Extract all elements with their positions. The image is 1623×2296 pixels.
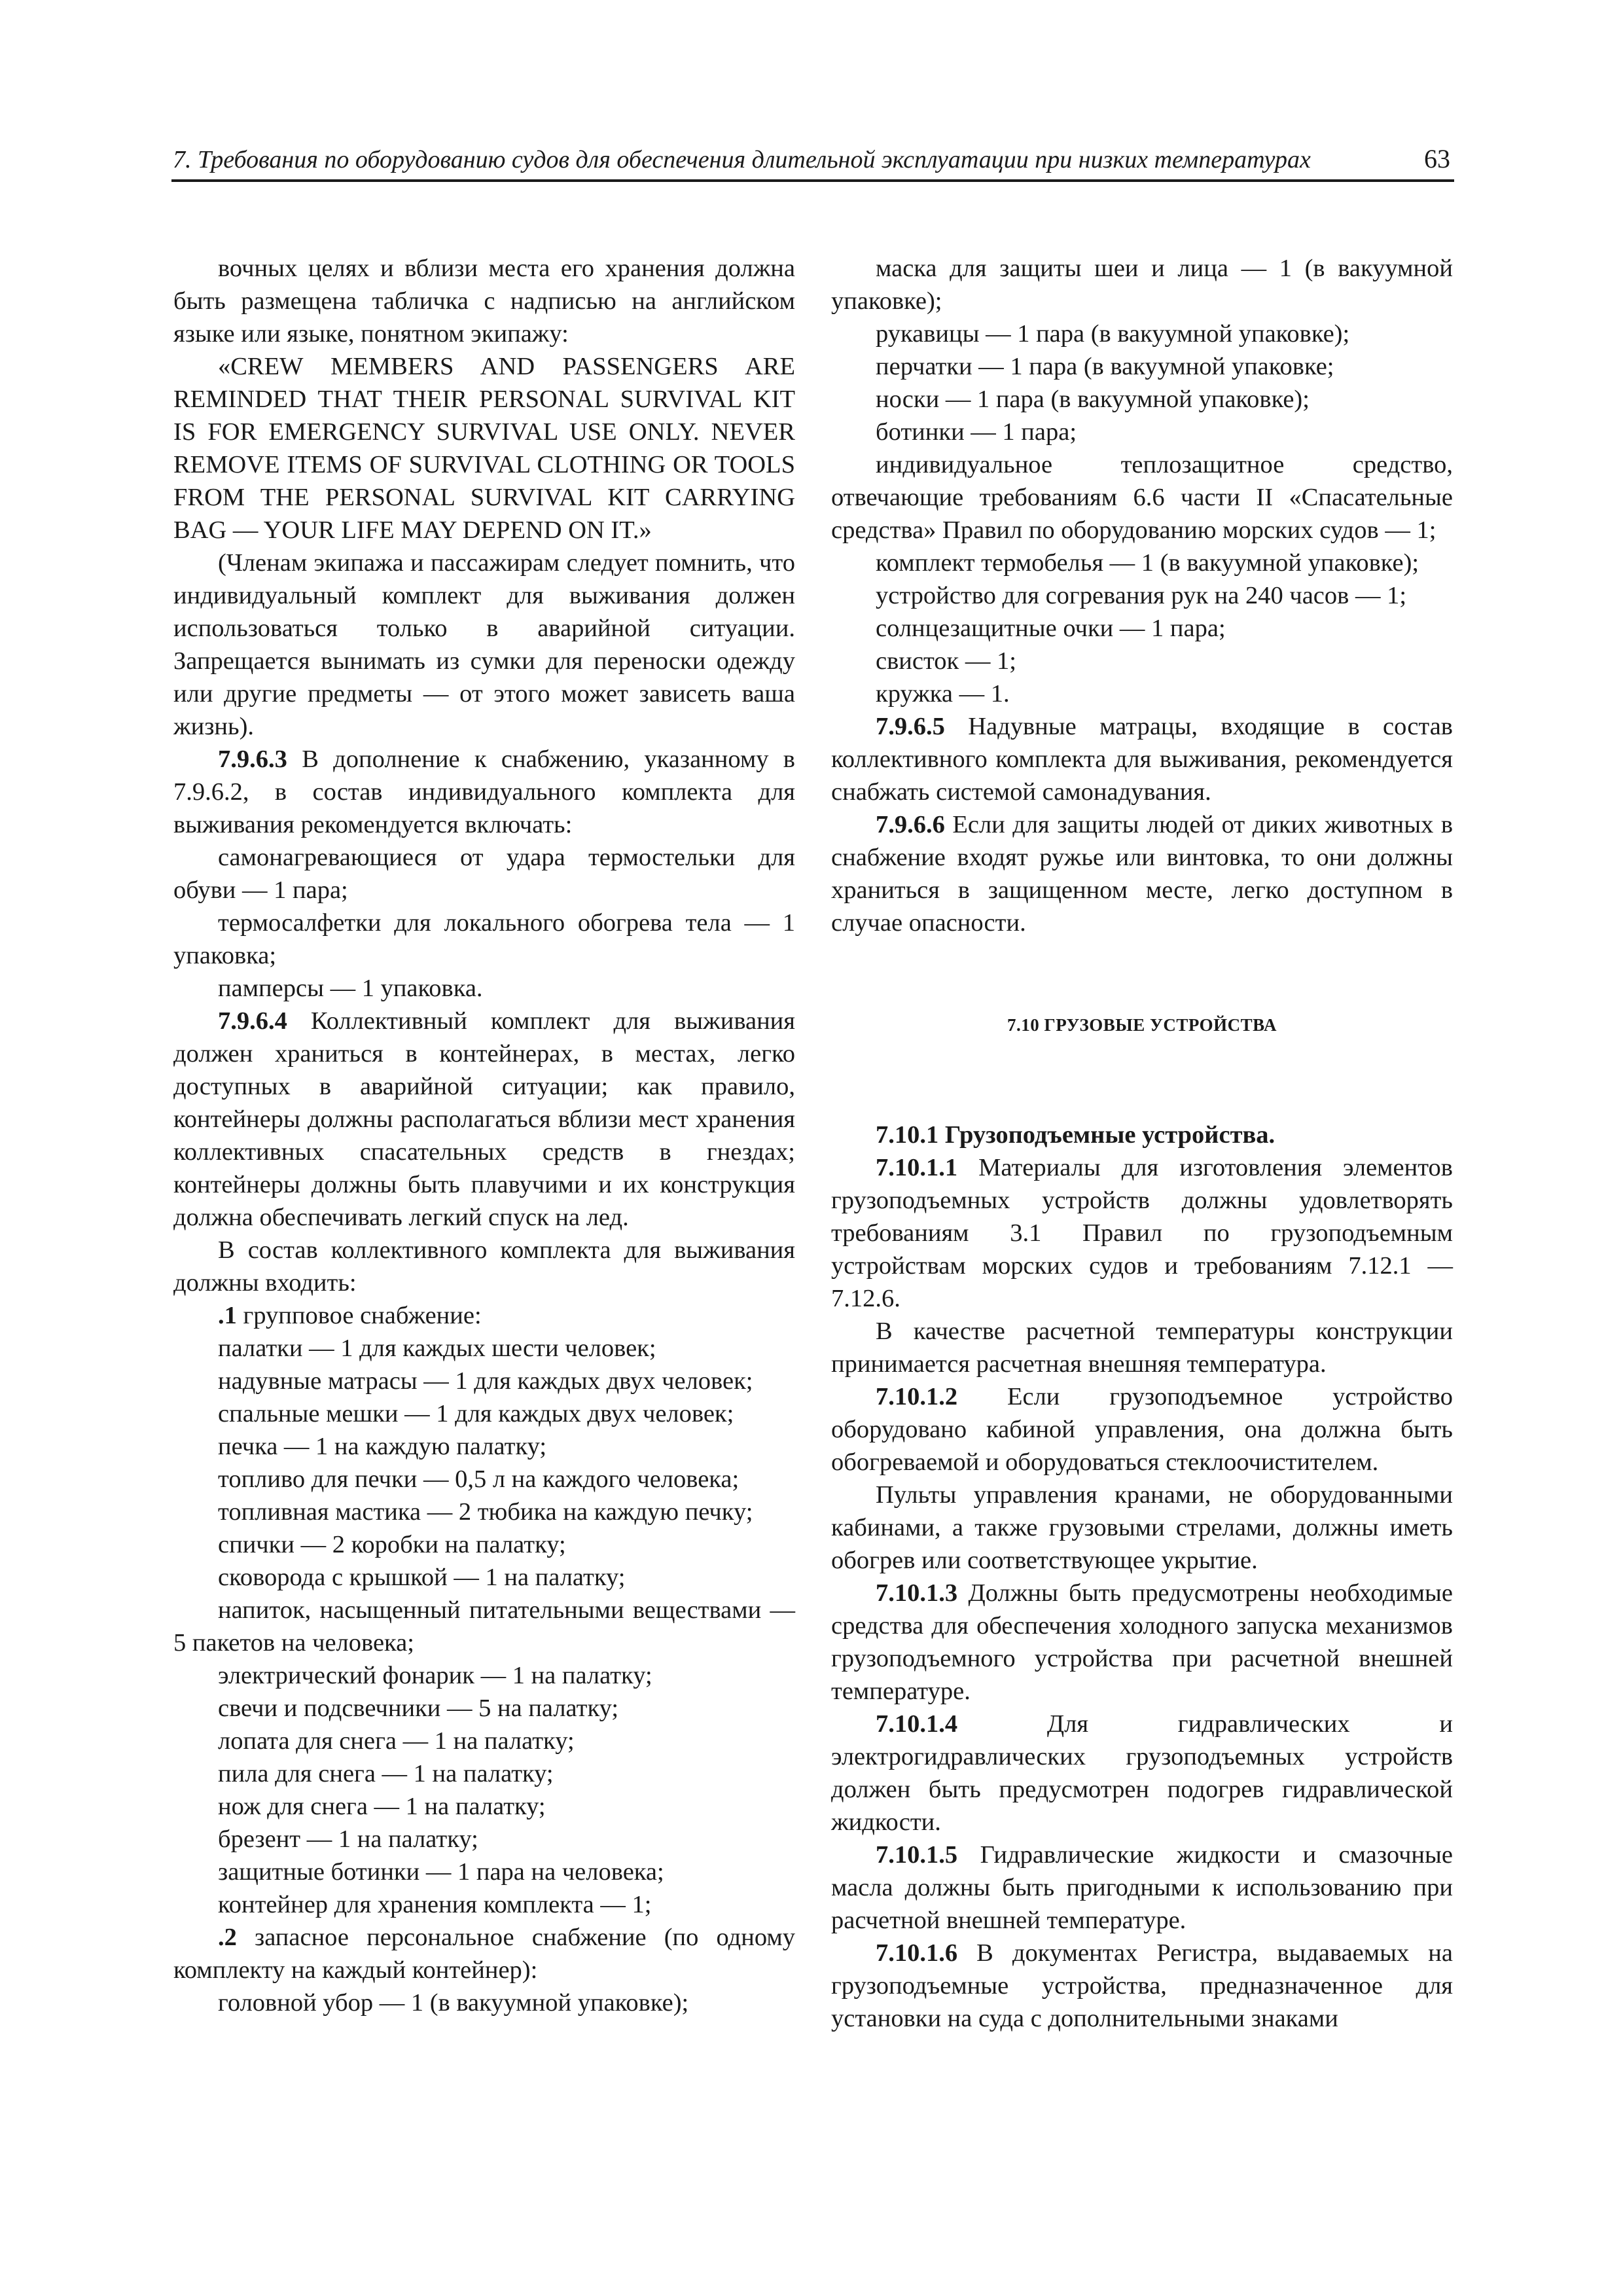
list-item: палатки — 1 для каждых шести человек; — [218, 1335, 656, 1362]
right-column — [831, 252, 1453, 2035]
list-item: топливная мастика — 2 тюбика на каждую печку; — [218, 1498, 753, 1526]
clause-text: В документах Регистра, выдаваемых на грузоподъемные устройства, предназначенное для установки на суда с дополнительными знаками — [831, 1939, 1453, 2032]
clause-number: 7.9.6.3 — [218, 745, 287, 773]
list-item: ботинки — 1 пара; — [876, 418, 1077, 446]
group-heading-2 — [173, 1921, 795, 1986]
clause-number: 7.10.1.2 — [876, 1383, 958, 1410]
clause-number: 7.10.1.5 — [876, 1841, 958, 1869]
list-item: устройство для согревания рук на 240 часов — 1; — [876, 582, 1407, 609]
list-item: индивидуальное теплозащитное средство, отвечающие требованиям 6.6 части II «Спасательные средства» Правил по оборудованию морских судов — 1; — [831, 451, 1453, 544]
list-item: свисток — 1; — [876, 647, 1016, 675]
list-item: носки — 1 пара (в вакуумной упаковке); — [876, 386, 1310, 413]
list-item: топливо для печки — 0,5 л на каждого человека; — [218, 1465, 740, 1493]
clause-text: Гидравлические жидкости и смазочные масла должны быть пригодными к использованию при расчетной внешней температуре. — [831, 1841, 1453, 1934]
clause-number: 7.9.6.6 — [876, 811, 945, 838]
item-number: .2 — [218, 1924, 237, 1951]
list-item: спички — 2 коробки на палатку; — [218, 1531, 566, 1558]
paragraph: В состав коллективного комплекта для выживания должны входить: — [173, 1236, 795, 1297]
header-title: 7. Требования по оборудованию судов для обеспечения длительной эксплуатации при низких температурах — [173, 146, 1311, 173]
clause-text: Если для защиты людей от диких животных в снабжение входят ружье или винтовка, то они должны храниться в защищенном месте, легко доступном в случае опасности. — [831, 811, 1453, 937]
clause-number: 7.9.6.4 — [218, 1007, 287, 1035]
clause-text: Для гидравлических и электрогидравлических грузоподъемных устройств должен быть предусмотрен подогрев гидравлической жидкости. — [831, 1710, 1453, 1836]
clause-number: 7.10.1.1 — [876, 1154, 958, 1181]
list-item: пила для снега — 1 на палатку; — [218, 1760, 554, 1787]
clause-7-9-6-6 — [831, 808, 1453, 939]
list-item: головной убор — 1 (в вакуумной упаковке); — [218, 1989, 689, 2017]
clause-text: Коллективный комплект для выживания должен храниться в контейнерах, в местах, легко доступных в аварийной ситуации; как правило, контейнеры должны располагаться вблизи мест хранения коллективных спасательных средств в гнездах; контейнеры должны быть плавучими и их конструкция должна обеспечивать легкий спуск на лед. — [173, 1007, 795, 1231]
running-header — [171, 143, 1454, 182]
list-item: спальные мешки — 1 для каждых двух человек; — [218, 1400, 734, 1427]
clause-number: 7.10.1.4 — [876, 1710, 958, 1738]
subsection-title: 7.10.1 Грузоподъемные устройства. — [876, 1121, 1275, 1149]
item-text: запасное персональное снабжение (по одному комплекту на каждый контейнер): — [173, 1924, 795, 1984]
clause-text: В дополнение к снабжению, указанному в 7.9.6.2, в состав индивидуального комплекта для выживания рекомендуется включать: — [173, 745, 795, 838]
list-item: комплект термобелья — 1 (в вакуумной упаковке); — [876, 549, 1419, 577]
clause-text: Должны быть предусмотрены необходимые средства для обеспечения холодного запуска механизмов грузоподъемного устройства при расчетной внешней температуре. — [831, 1579, 1453, 1705]
clause-text: Надувные матрацы, входящие в состав коллективного комплекта для выживания, рекомендуется снабжать системой самонадувания. — [831, 713, 1453, 806]
list-item: защитные ботинки — 1 пара на человека; — [218, 1858, 664, 1886]
english-notice: «CREW MEMBERS AND PASSENGERS ARE REMINDED THAT THEIR PERSONAL SURVIVAL KIT IS FOR EMERGENCY SURVIVAL USE ONLY. NEVER REMOVE ITEMS OF SURVIVAL CLOTHING OR TOOLS FROM THE PERSONAL SURVIVAL KIT CARRYING BAG — YOUR LIFE MAY DEPEND ON IT.» — [173, 353, 795, 544]
list-item: контейнер для хранения комплекта — 1; — [218, 1891, 652, 1918]
clause-number: 7.9.6.5 — [876, 713, 945, 740]
paragraph: В качестве расчетной температуры конструкции принимается расчетная внешняя температура. — [831, 1318, 1453, 1378]
list-item: свечи и подсвечники — 5 на палатку; — [218, 1695, 619, 1722]
clause-text: Если грузоподъемное устройство оборудовано кабиной управления, она должна быть обогреваемой и оборудоваться стеклоочистителем. — [831, 1383, 1453, 1476]
list-item: сковорода с крышкой — 1 на палатку; — [218, 1564, 626, 1591]
left-column — [173, 252, 795, 2019]
paragraph: (Членам экипажа и пассажирам следует помнить, что индивидуальный комплект для выживания должен использоваться только в аварийной ситуации. Запрещается вынимать из сумки для переноски одежду или другие предметы — от этого может зависеть ваша жизнь). — [173, 549, 795, 740]
item-text: групповое снабжение: — [236, 1302, 482, 1329]
page-number: 63 — [1424, 144, 1450, 173]
list-item: лопата для снега — 1 на палатку; — [218, 1727, 575, 1755]
clause-7-10-1-1 — [831, 1151, 1453, 1315]
item-number: .1 — [218, 1302, 237, 1329]
list-item: напиток, насыщенный питательными веществами — 5 пакетов на человека; — [173, 1596, 795, 1657]
list-item: маска для защиты шеи и лица — 1 (в вакуумной упаковке); — [831, 255, 1453, 315]
clause-7-10-1-3 — [831, 1577, 1453, 1708]
clause-7-10-1-5 — [831, 1839, 1453, 1937]
group-heading-1 — [173, 1299, 795, 1332]
list-item: брезент — 1 на палатку; — [218, 1825, 478, 1853]
clause-7-10-1-4 — [831, 1708, 1453, 1839]
list-item: самонагревающиеся от удара термостельки для обуви — 1 пара; — [173, 844, 795, 904]
list-item: солнцезащитные очки — 1 пара; — [876, 615, 1226, 642]
list-item: рукавицы — 1 пара (в вакуумной упаковке); — [876, 320, 1350, 348]
list-item: электрический фонарик — 1 на палатку; — [218, 1662, 652, 1689]
clause-7-9-6-3 — [173, 743, 795, 841]
list-item: перчатки — 1 пара (в вакуумной упаковке; — [876, 353, 1334, 380]
paragraph: Пульты управления кранами, не оборудованными кабинами, а также грузовыми стрелами, должны иметь обогрев или соответствующее укрытие. — [831, 1481, 1453, 1574]
paragraph: вочных целях и вблизи места его хранения должна быть размещена табличка с надписью на английском языке или языке, понятном экипажу: — [173, 255, 795, 348]
clause-7-9-6-4 — [173, 1005, 795, 1234]
clause-7-10-1-2 — [831, 1380, 1453, 1479]
clause-text: Материалы для изготовления элементов грузоподъемных устройств должны удовлетворять требованиям 3.1 Правил по грузоподъемным устройствам морских судов и требованиям 7.12.1 — 7.12.6. — [831, 1154, 1453, 1312]
list-item: нож для снега — 1 на палатку; — [218, 1793, 546, 1820]
section-title: 7.10 ГРУЗОВЫЕ УСТРОЙСТВА — [1007, 1015, 1277, 1035]
list-item: кружка — 1. — [876, 680, 1010, 708]
clause-number: 7.10.1.6 — [876, 1939, 958, 1967]
clause-7-9-6-5 — [831, 710, 1453, 808]
clause-number: 7.10.1.3 — [876, 1579, 958, 1607]
list-item: печка — 1 на каждую палатку; — [218, 1433, 547, 1460]
list-item: надувные матрасы — 1 для каждых двух человек; — [218, 1367, 753, 1395]
clause-7-10-1-6 — [831, 1937, 1453, 2035]
list-item: термосалфетки для локального обогрева тела — 1 упаковка; — [173, 909, 795, 969]
list-item: памперсы — 1 упаковка. — [218, 975, 483, 1002]
